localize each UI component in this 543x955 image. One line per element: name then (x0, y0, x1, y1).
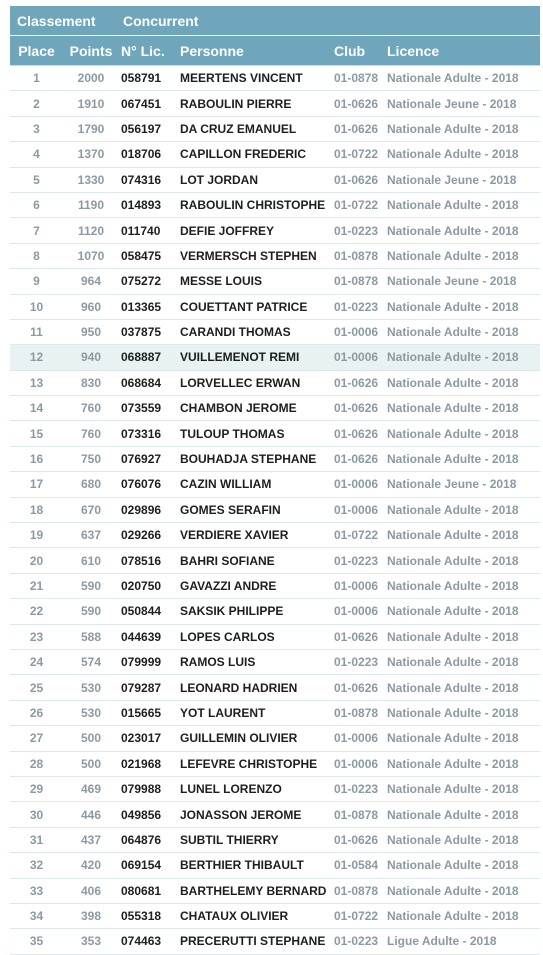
cell-licence: Nationale Adulte - 2018 (387, 350, 519, 365)
table-row[interactable] (10, 650, 540, 675)
cell-person: MEERTENS VINCENT (180, 71, 303, 86)
cell-licence: Ligue Adulte - 2018 (387, 934, 497, 949)
cell-place: 33 (29, 883, 44, 898)
cell-points: 637 (80, 528, 102, 543)
cell-person: BAHRI SOFIANE (180, 553, 275, 568)
cell-place: 32 (29, 858, 44, 873)
table-row[interactable] (10, 904, 540, 929)
cell-licence: Nationale Adulte - 2018 (387, 604, 519, 619)
cell-licence-number: 073316 (121, 426, 162, 441)
cell-person: CARANDI THOMAS (180, 325, 291, 340)
cell-points: 760 (80, 426, 102, 441)
cell-licence: Nationale Jeune - 2018 (387, 477, 517, 492)
cell-club: 01-0878 (334, 705, 379, 720)
cell-licence-number: 029896 (121, 502, 162, 517)
cell-licence-number: 068887 (121, 350, 162, 365)
cell-place: 23 (29, 629, 44, 644)
table-row[interactable] (10, 244, 540, 269)
cell-licence-number: 067451 (121, 96, 162, 111)
cell-licence-number: 064876 (121, 832, 162, 847)
cell-person: RABOULIN CHRISTOPHE (180, 198, 326, 213)
cell-place: 3 (33, 121, 40, 136)
table-row[interactable] (10, 498, 540, 523)
table-row[interactable] (10, 66, 540, 91)
cell-person: VERDIERE XAVIER (180, 528, 289, 543)
cell-club: 01-0878 (334, 807, 379, 822)
cell-licence-number: 058791 (121, 71, 162, 86)
cell-club: 01-0722 (334, 198, 379, 213)
cell-licence: Nationale Adulte - 2018 (387, 731, 519, 746)
cell-points: 940 (80, 350, 102, 365)
cell-club: 01-0722 (334, 147, 379, 162)
cell-person: GAVAZZI ANDRE (180, 579, 277, 593)
cell-club: 01-0878 (334, 883, 379, 898)
header-points[interactable]: Points (69, 42, 113, 59)
cell-licence: Nationale Adulte - 2018 (387, 375, 519, 390)
header-concurrent: Concurrent (123, 12, 199, 29)
cell-person: LEONARD HADRIEN (180, 680, 298, 695)
cell-points: 760 (80, 401, 102, 416)
cell-licence: Nationale Adulte - 2018 (387, 579, 519, 593)
cell-licence-number: 029266 (121, 528, 162, 543)
header-columns-row (10, 36, 540, 66)
cell-person: TULOUP THOMAS (180, 426, 285, 441)
cell-place: 16 (29, 452, 44, 467)
cell-person: VUILLEMENOT REMI (180, 350, 300, 365)
cell-licence: Nationale Adulte - 2018 (387, 883, 519, 898)
cell-place: 18 (29, 502, 44, 517)
cell-licence-number: 079999 (121, 655, 162, 670)
cell-club: 01-0626 (334, 680, 379, 695)
cell-place: 35 (29, 934, 44, 949)
cell-licence: Nationale Adulte - 2018 (387, 680, 519, 695)
cell-licence-number: 011740 (121, 223, 161, 238)
cell-person: PRECERUTTI STEPHANE (180, 934, 326, 949)
table-row[interactable] (10, 345, 540, 370)
table-row[interactable] (10, 929, 540, 954)
cell-club: 01-0722 (334, 528, 379, 543)
table-row[interactable] (10, 472, 540, 497)
cell-licence-number: 074316 (121, 172, 162, 187)
cell-place: 7 (33, 223, 40, 238)
cell-person: LEFEVRE CHRISTOPHE (180, 756, 318, 771)
cell-person: SUBTIL THIERRY (180, 832, 279, 847)
cell-licence: Nationale Adulte - 2018 (387, 325, 519, 340)
cell-club: 01-0006 (334, 604, 379, 619)
cell-club: 01-0223 (334, 655, 379, 670)
table-row[interactable] (10, 701, 540, 726)
cell-person: LOPES CARLOS (180, 629, 275, 644)
cell-licence: Nationale Adulte - 2018 (387, 502, 519, 517)
header-person[interactable]: Personne (180, 42, 244, 59)
cell-place: 17 (29, 477, 44, 492)
cell-licence-number: 044639 (121, 629, 162, 644)
header-club[interactable]: Club (334, 42, 366, 59)
cell-place: 2 (33, 96, 40, 111)
cell-points: 437 (80, 832, 102, 847)
table-row[interactable] (10, 599, 540, 624)
cell-licence: Nationale Adulte - 2018 (387, 147, 519, 162)
header-place[interactable]: Place (18, 42, 55, 59)
table-row[interactable] (10, 675, 540, 700)
cell-licence-number: 058475 (121, 248, 162, 263)
cell-place: 4 (33, 147, 40, 162)
table-row[interactable] (10, 91, 540, 116)
cell-licence: Nationale Adulte - 2018 (387, 629, 519, 644)
cell-licence: Nationale Adulte - 2018 (387, 832, 519, 847)
cell-points: 353 (80, 934, 102, 949)
cell-points: 2000 (77, 71, 105, 86)
cell-person: BARTHELEMY BERNARD (180, 883, 327, 898)
cell-person: DA CRUZ EMANUEL (180, 121, 297, 136)
cell-licence: Nationale Adulte - 2018 (387, 858, 519, 873)
cell-place: 14 (29, 401, 44, 416)
cell-place: 1 (33, 71, 40, 86)
cell-points: 590 (80, 604, 102, 619)
cell-club: 01-0006 (334, 502, 379, 517)
header-classement: Classement (17, 12, 96, 29)
cell-club: 01-0006 (334, 477, 379, 492)
cell-points: 530 (80, 680, 102, 695)
ranking-table (10, 6, 540, 955)
cell-licence: Nationale Adulte - 2018 (387, 553, 519, 568)
cell-person: JONASSON JEROME (180, 807, 302, 822)
cell-person: COUETTANT PATRICE (180, 299, 308, 314)
cell-licence-number: 013365 (121, 299, 162, 314)
cell-person: VERMERSCH STEPHEN (180, 248, 317, 263)
cell-person: CHAMBON JEROME (180, 401, 297, 416)
cell-points: 1370 (77, 147, 105, 162)
cell-points: 1070 (77, 248, 105, 263)
cell-licence-number: 079287 (121, 680, 162, 695)
cell-place: 12 (29, 350, 44, 365)
cell-person: CAPILLON FREDERIC (180, 147, 306, 162)
cell-points: 398 (80, 909, 102, 924)
cell-licence: Nationale Adulte - 2018 (387, 655, 519, 670)
table-row[interactable] (10, 295, 540, 320)
cell-points: 610 (80, 553, 102, 568)
header-licence[interactable]: Licence (387, 42, 440, 59)
cell-club: 01-0626 (334, 121, 379, 136)
cell-licence: Nationale Adulte - 2018 (387, 401, 519, 416)
cell-licence-number: 069154 (121, 858, 162, 873)
cell-club: 01-0626 (334, 426, 379, 441)
cell-licence: Nationale Adulte - 2018 (387, 807, 519, 822)
cell-points: 964 (80, 274, 102, 289)
cell-licence: Nationale Adulte - 2018 (387, 426, 519, 441)
table-row[interactable] (10, 421, 540, 446)
cell-place: 8 (33, 248, 40, 263)
cell-points: 1120 (77, 223, 105, 238)
cell-licence-number: 056197 (121, 121, 162, 136)
table-row[interactable] (10, 218, 540, 243)
cell-points: 830 (80, 375, 102, 390)
cell-club: 01-0223 (334, 782, 379, 797)
cell-licence: Nationale Jeune - 2018 (387, 172, 517, 187)
cell-licence-number: 049856 (121, 807, 162, 822)
cell-place: 25 (29, 680, 44, 695)
cell-points: 530 (80, 705, 102, 720)
cell-club: 01-0626 (334, 452, 379, 467)
table-row[interactable] (10, 320, 540, 345)
cell-licence: Nationale Adulte - 2018 (387, 198, 519, 213)
cell-club: 01-0626 (334, 375, 379, 390)
cell-person: LORVELLEC ERWAN (180, 375, 301, 390)
cell-place: 11 (30, 325, 43, 340)
cell-club: 01-0006 (334, 756, 379, 771)
cell-club: 01-0878 (334, 71, 379, 86)
table-row[interactable] (10, 447, 540, 472)
cell-licence-number: 076927 (121, 452, 162, 467)
table-row[interactable] (10, 752, 540, 777)
cell-licence-number: 018706 (121, 147, 162, 162)
cell-licence: Nationale Adulte - 2018 (387, 909, 519, 924)
cell-place: 19 (29, 528, 44, 543)
cell-place: 30 (29, 807, 44, 822)
cell-points: 500 (80, 731, 102, 746)
cell-licence: Nationale Jeune - 2018 (387, 274, 517, 289)
cell-person: GUILLEMIN OLIVIER (180, 731, 298, 746)
cell-club: 01-0878 (334, 248, 379, 263)
cell-place: 27 (29, 731, 44, 746)
cell-club: 01-0626 (334, 172, 379, 187)
cell-person: DEFIE JOFFREY (180, 223, 275, 238)
cell-place: 9 (33, 274, 40, 289)
cell-points: 1910 (77, 96, 105, 111)
cell-licence: Nationale Adulte - 2018 (387, 71, 519, 86)
cell-licence-number: 020750 (121, 579, 162, 593)
cell-place: 24 (29, 655, 44, 670)
cell-place: 13 (29, 375, 44, 390)
cell-points: 590 (80, 579, 102, 593)
cell-club: 01-0006 (334, 579, 379, 593)
cell-points: 1190 (77, 198, 105, 213)
cell-licence: Nationale Adulte - 2018 (387, 452, 519, 467)
cell-licence: Nationale Adulte - 2018 (387, 223, 519, 238)
cell-points: 500 (80, 756, 102, 771)
cell-person: BERTHIER THIBAULT (180, 858, 304, 873)
cell-club: 01-0626 (334, 96, 379, 111)
cell-person: CAZIN WILLIAM (180, 477, 272, 492)
cell-licence-number: 080681 (121, 883, 162, 898)
cell-place: 28 (29, 756, 44, 771)
table-row[interactable] (10, 193, 540, 218)
cell-place: 22 (29, 604, 44, 619)
table-body (10, 66, 540, 955)
cell-licence: Nationale Adulte - 2018 (387, 756, 519, 771)
cell-licence-number: 055318 (121, 909, 162, 924)
cell-licence: Nationale Adulte - 2018 (387, 705, 519, 720)
cell-licence-number: 074463 (121, 934, 162, 949)
cell-licence-number: 023017 (121, 731, 162, 746)
cell-points: 406 (80, 883, 102, 898)
cell-points: 680 (80, 477, 102, 492)
table-row[interactable] (10, 371, 540, 396)
cell-place: 10 (29, 299, 44, 314)
cell-club: 01-0722 (334, 909, 379, 924)
table-row[interactable] (10, 802, 540, 827)
cell-place: 31 (29, 832, 44, 847)
table-row[interactable] (10, 168, 540, 193)
cell-points: 574 (80, 655, 102, 670)
cell-licence: Nationale Jeune - 2018 (387, 96, 517, 111)
cell-club: 01-0626 (334, 832, 379, 847)
table-row[interactable] (10, 548, 540, 573)
cell-person: YOT LAURENT (180, 705, 266, 720)
cell-points: 670 (80, 502, 102, 517)
cell-club: 01-0223 (334, 934, 379, 949)
cell-club: 01-0626 (334, 401, 379, 416)
cell-club: 01-0626 (334, 629, 379, 644)
table-row[interactable] (10, 117, 540, 142)
cell-licence-number: 073559 (121, 401, 162, 416)
cell-place: 26 (29, 705, 44, 720)
cell-points: 1330 (77, 172, 105, 187)
cell-licence: Nationale Adulte - 2018 (387, 782, 519, 797)
cell-licence-number: 037875 (121, 325, 162, 340)
table-row[interactable] (10, 828, 540, 853)
cell-club: 01-0584 (334, 858, 379, 873)
cell-licence-number: 076076 (121, 477, 162, 492)
cell-licence-number: 015665 (121, 705, 162, 720)
table-row[interactable] (10, 269, 540, 294)
cell-licence-number: 021968 (121, 756, 162, 771)
header-licence-number[interactable]: N° Lic. (121, 42, 165, 59)
cell-licence: Nationale Adulte - 2018 (387, 121, 519, 136)
cell-person: GOMES SERAFIN (180, 502, 281, 517)
cell-person: LOT JORDAN (180, 172, 258, 187)
header-group-row (10, 6, 540, 36)
table-row[interactable] (10, 777, 540, 802)
cell-place: 5 (33, 172, 40, 187)
table-row[interactable] (10, 523, 540, 548)
table-row[interactable] (10, 574, 540, 599)
cell-licence: Nationale Adulte - 2018 (387, 299, 519, 314)
cell-points: 420 (80, 858, 102, 873)
cell-points: 750 (80, 452, 102, 467)
cell-points: 469 (80, 782, 102, 797)
cell-club: 01-0223 (334, 299, 379, 314)
table-row[interactable] (10, 726, 540, 751)
table-row[interactable] (10, 853, 540, 878)
cell-points: 588 (80, 629, 102, 644)
table-row[interactable] (10, 879, 540, 904)
table-row[interactable] (10, 625, 540, 650)
cell-points: 950 (80, 325, 102, 340)
cell-club: 01-0006 (334, 350, 379, 365)
cell-points: 960 (80, 299, 102, 314)
cell-licence: Nationale Adulte - 2018 (387, 248, 519, 263)
cell-licence-number: 014893 (121, 198, 162, 213)
cell-club: 01-0006 (334, 325, 379, 340)
cell-points: 1790 (77, 121, 105, 136)
cell-person: BOUHADJA STEPHANE (180, 452, 317, 467)
cell-person: CHATAUX OLIVIER (180, 909, 289, 924)
cell-licence-number: 079988 (121, 782, 162, 797)
cell-place: 21 (29, 579, 44, 593)
cell-licence-number: 068684 (121, 375, 162, 390)
cell-club: 01-0006 (334, 731, 379, 746)
cell-licence-number: 075272 (121, 274, 162, 289)
cell-place: 29 (29, 782, 44, 797)
cell-licence-number: 050844 (121, 604, 162, 619)
cell-club: 01-0223 (334, 553, 379, 568)
cell-person: LUNEL LORENZO (180, 782, 282, 797)
cell-place: 34 (29, 909, 44, 924)
cell-person: RABOULIN PIERRE (180, 96, 292, 111)
cell-place: 15 (29, 426, 44, 441)
cell-place: 20 (29, 553, 44, 568)
table-row[interactable] (10, 396, 540, 421)
cell-club: 01-0878 (334, 274, 379, 289)
cell-person: SAKSIK PHILIPPE (180, 604, 284, 619)
cell-points: 446 (80, 807, 102, 822)
cell-club: 01-0223 (334, 223, 379, 238)
table-row[interactable] (10, 142, 540, 167)
cell-person: MESSE LOUIS (180, 274, 263, 289)
cell-licence-number: 078516 (121, 553, 162, 568)
cell-place: 6 (33, 198, 40, 213)
cell-person: RAMOS LUIS (180, 655, 256, 670)
cell-licence: Nationale Adulte - 2018 (387, 528, 519, 543)
